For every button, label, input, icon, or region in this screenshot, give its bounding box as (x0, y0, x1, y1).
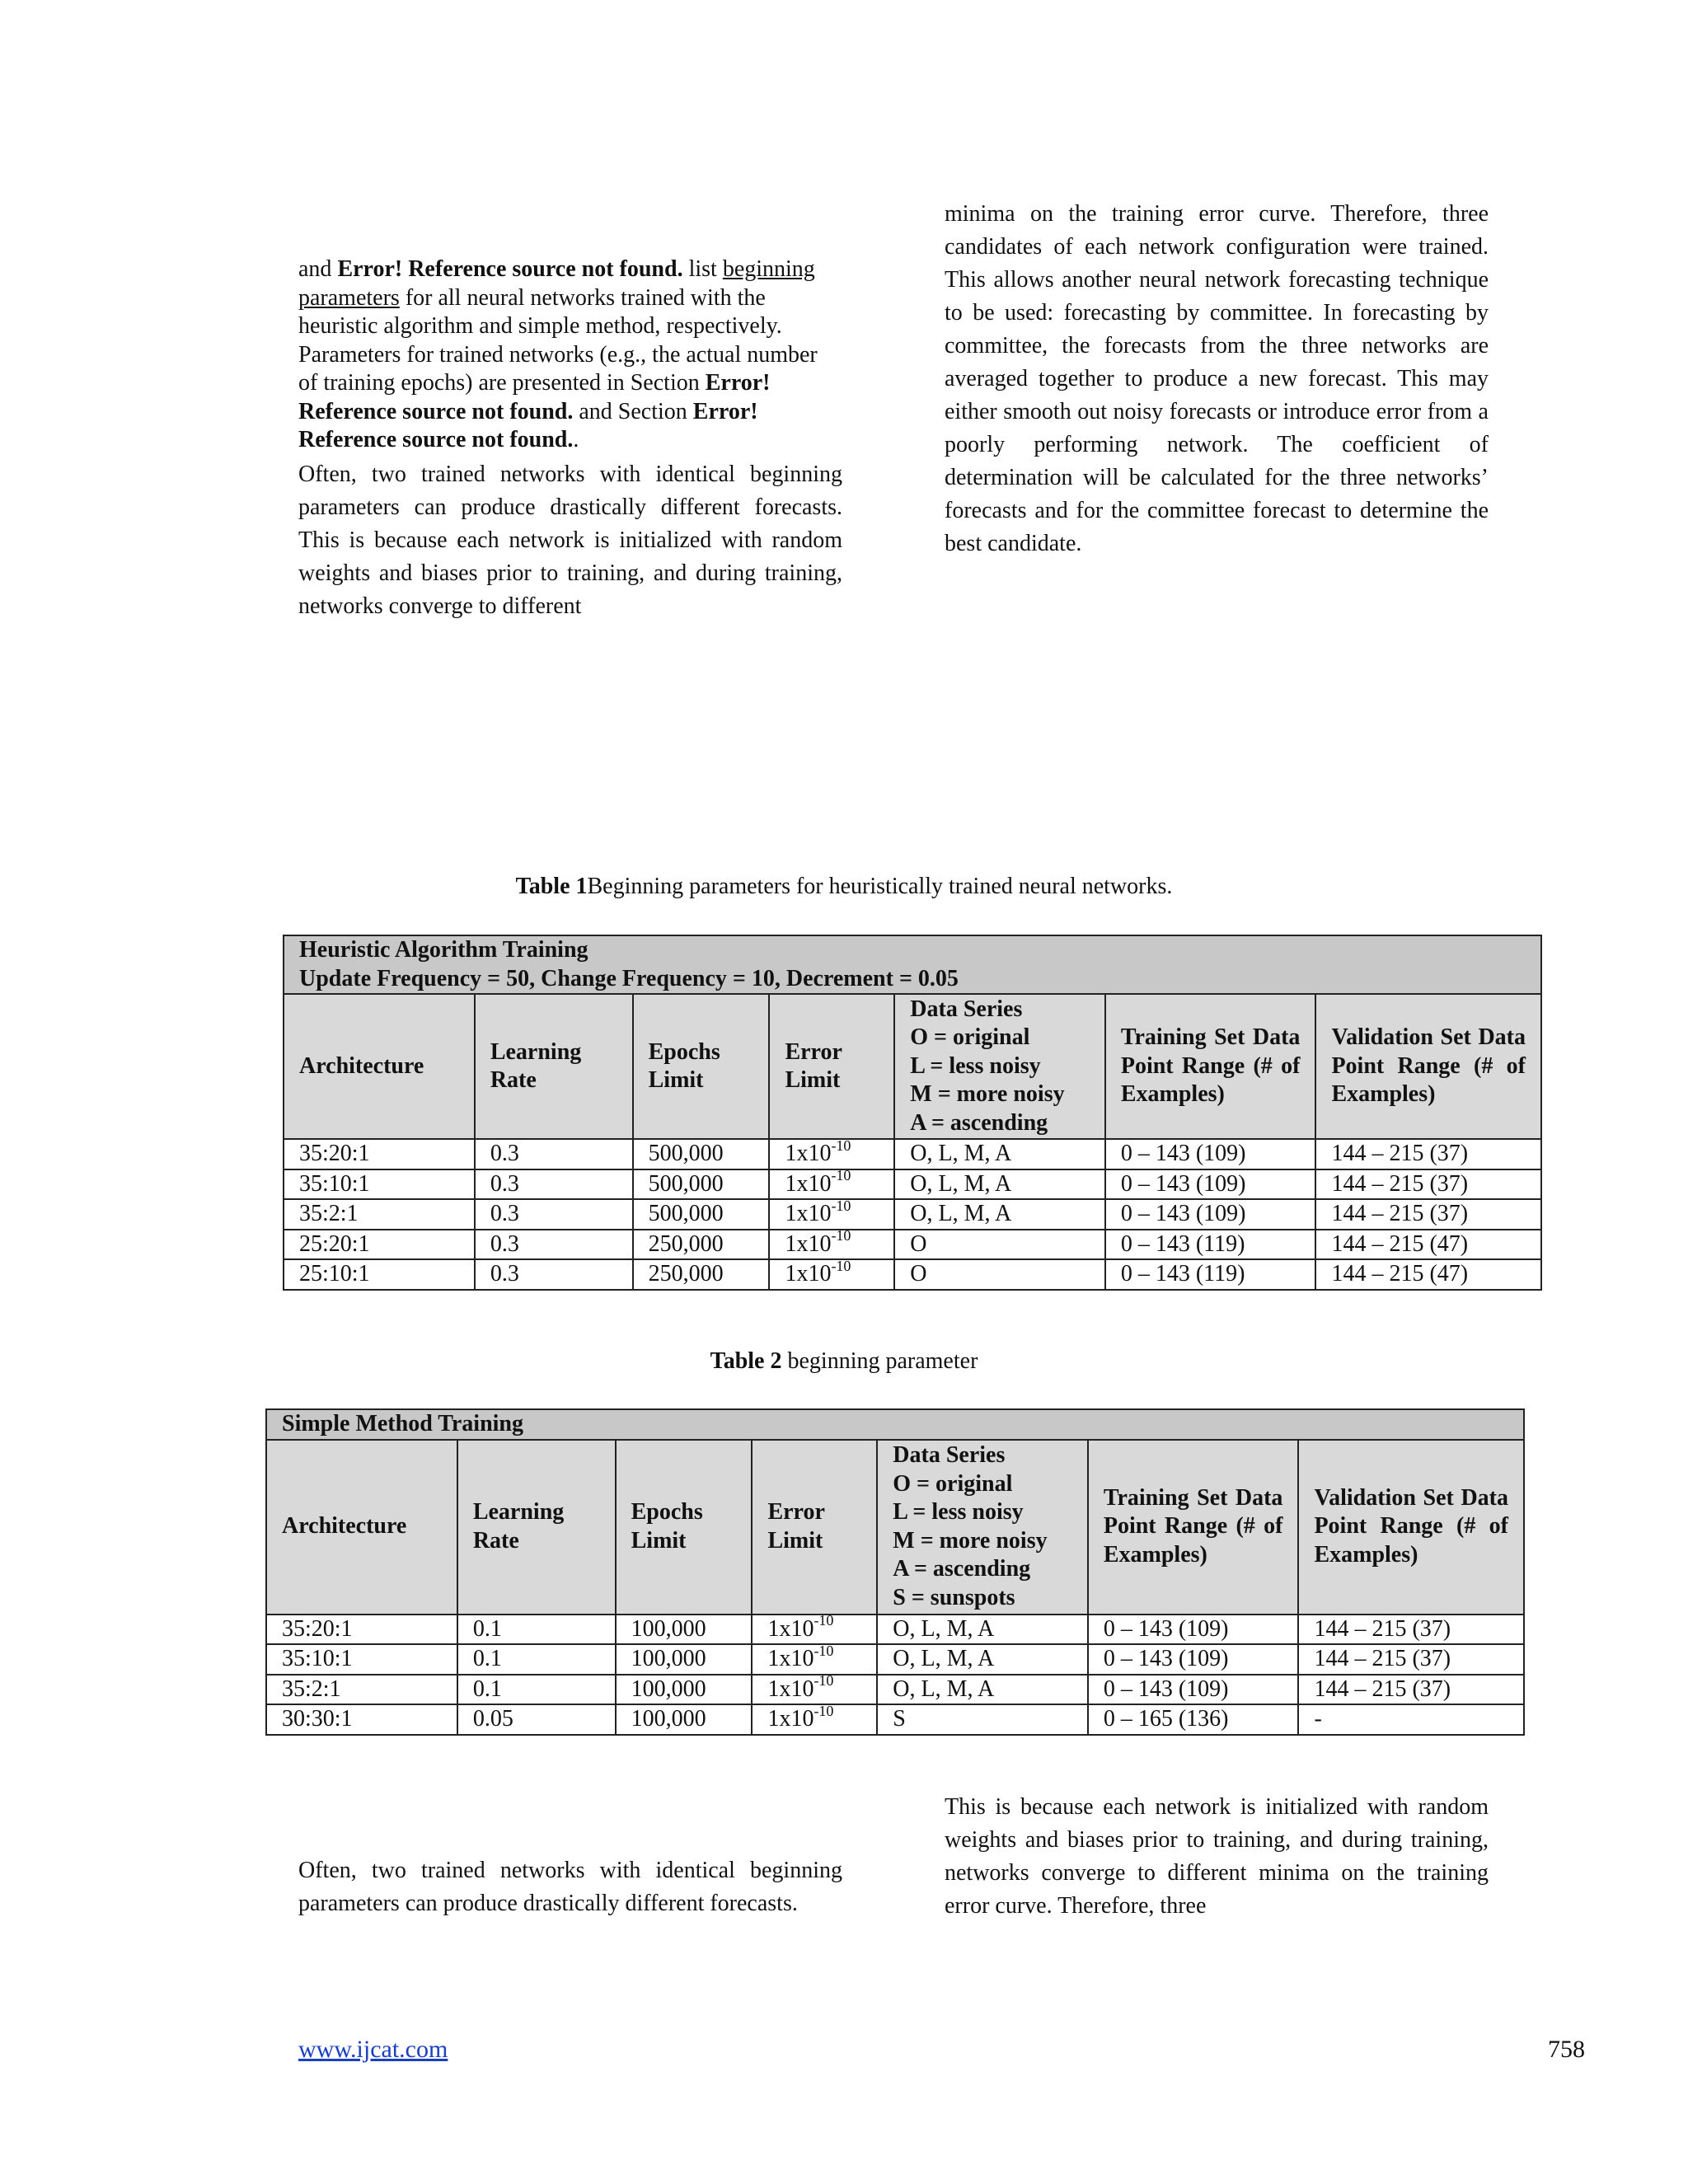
left-column-bottom (298, 1854, 842, 1920)
error-limit-base: 1x10 (767, 1646, 814, 1671)
table2-header-error-limit: Error Limit (752, 1440, 877, 1615)
cell-epochs-limit: 100,000 (616, 1644, 753, 1675)
table2-band-title: Simple Method Training (266, 1409, 1524, 1440)
table2-header-architecture: Architecture (266, 1440, 457, 1615)
table2-ds-line: Data Series (893, 1442, 1006, 1468)
table2-caption-text: beginning parameter (781, 1348, 978, 1374)
page-number: 758 (1548, 2036, 1585, 2063)
cell-training-range: 0 – 143 (109) (1105, 1139, 1316, 1169)
cell-learning-rate: 0.1 (457, 1615, 616, 1645)
cell-error-limit (769, 1169, 894, 1200)
error-limit-exponent: -10 (831, 1227, 851, 1244)
table1-header-data-series (894, 994, 1105, 1139)
table1-ds-line: Data Series (910, 996, 1023, 1022)
intro-text-2: list (682, 256, 723, 282)
table-row (284, 1230, 1541, 1260)
cell-epochs-limit: 500,000 (633, 1199, 770, 1230)
cell-error-limit (752, 1704, 877, 1735)
cell-validation-range: 144 – 215 (37) (1315, 1139, 1541, 1169)
cell-data-series: O, L, M, A (877, 1675, 1088, 1705)
table-row (284, 1199, 1541, 1230)
cell-error-limit (769, 1259, 894, 1290)
reference-error-3: Error! Reference source not found. (298, 398, 758, 452)
cell-epochs-limit: 250,000 (633, 1259, 770, 1290)
table2-band-row (266, 1409, 1524, 1440)
paragraph-bottom-right: This is because each network is initialized with random weights and biases prior to training, and during training, networks converge to different minima on the training error curve. Therefore, three (945, 1794, 1489, 1919)
table2-header-data-series (877, 1440, 1088, 1615)
cell-data-series: O (894, 1259, 1105, 1290)
error-limit-base: 1x10 (767, 1675, 814, 1702)
intro-text-1: and (298, 256, 338, 282)
beginning-parameters-link[interactable]: beginning parameters (298, 256, 815, 311)
cell-data-series: O, L, M, A (877, 1615, 1088, 1645)
cell-error-limit (769, 1199, 894, 1230)
cell-architecture: 25:10:1 (284, 1259, 475, 1290)
table-row (266, 1704, 1524, 1735)
error-limit-exponent: -10 (831, 1197, 851, 1214)
table2-ds-line: A = ascending (893, 1556, 1031, 1582)
cell-learning-rate: 0.1 (457, 1644, 616, 1675)
table1-band-row (284, 935, 1541, 994)
cell-validation-range: 144 – 215 (37) (1298, 1615, 1524, 1645)
right-column-top (945, 198, 1489, 560)
intro-text-5: . (573, 427, 579, 452)
cell-architecture: 35:10:1 (284, 1169, 475, 1200)
error-limit-base: 1x10 (785, 1170, 832, 1197)
table2-caption (0, 1348, 1688, 1375)
table1-body (284, 1139, 1541, 1290)
cell-learning-rate: 0.1 (457, 1675, 616, 1705)
table1-header-learning-rate: Learning Rate (475, 994, 633, 1139)
error-limit-exponent: -10 (814, 1702, 834, 1719)
cell-data-series: O (894, 1230, 1105, 1260)
cell-learning-rate: 0.3 (475, 1259, 633, 1290)
reference-error-1: Error! Reference source not found. (337, 256, 683, 282)
table1-header-epochs-limit: Epochs Limit (633, 994, 770, 1139)
cell-training-range: 0 – 165 (136) (1088, 1704, 1299, 1735)
cell-validation-range: 144 – 215 (37) (1315, 1169, 1541, 1200)
reference-error-2: Error! Reference source not found. (298, 370, 771, 424)
error-limit-base: 1x10 (785, 1201, 832, 1226)
table1-ds-line: O = original (910, 1024, 1030, 1051)
error-limit-exponent: -10 (814, 1672, 834, 1690)
cell-data-series: O, L, M, A (894, 1169, 1105, 1200)
table2-header-learning-rate: Learning Rate (457, 1440, 616, 1615)
table2-ds-line: L = less noisy (893, 1499, 1024, 1525)
error-limit-exponent: -10 (814, 1612, 834, 1629)
left-column-top (298, 255, 842, 623)
error-limit-exponent: -10 (814, 1642, 834, 1659)
cell-learning-rate: 0.3 (475, 1139, 633, 1169)
error-limit-base: 1x10 (785, 1230, 832, 1257)
table-row (284, 1139, 1541, 1169)
table1-band-settings: Update Frequency = 50, Change Frequency = 10, Decrement = 0.05 (299, 965, 959, 991)
cell-training-range: 0 – 143 (109) (1105, 1169, 1316, 1200)
table-row (266, 1644, 1524, 1675)
cell-epochs-limit: 100,000 (616, 1675, 753, 1705)
table1-caption-text: Beginning parameters for heuristically trained neural networks. (587, 874, 1173, 899)
cell-training-range: 0 – 143 (109) (1105, 1199, 1316, 1230)
cell-training-range: 0 – 143 (109) (1088, 1615, 1299, 1645)
paragraph-identical-parameters: Often, two trained networks with identical beginning parameters can produce drastically different forecasts. This is because each network is initialized with random weights and biases prior to training, and during training, networks converge to different (298, 461, 842, 619)
cell-architecture: 35:2:1 (266, 1675, 457, 1705)
cell-error-limit (752, 1672, 877, 1705)
cell-validation-range: 144 – 215 (47) (1315, 1259, 1541, 1290)
table2-ds-line: M = more noisy (893, 1527, 1048, 1554)
table2-caption-label: Table 2 (710, 1348, 782, 1374)
cell-data-series: O, L, M, A (894, 1139, 1105, 1169)
table1-header-architecture: Architecture (284, 994, 475, 1139)
cell-data-series: S (877, 1704, 1088, 1735)
cell-validation-range: 144 – 215 (37) (1298, 1675, 1524, 1705)
cell-validation-range: 144 – 215 (37) (1298, 1644, 1524, 1675)
table2-header-row (266, 1440, 1524, 1615)
table1-band-cell (284, 935, 1541, 994)
cell-epochs-limit: 500,000 (633, 1169, 770, 1200)
table1-ds-line: M = more noisy (910, 1081, 1065, 1108)
cell-architecture: 35:20:1 (266, 1615, 457, 1645)
cell-epochs-limit: 250,000 (633, 1230, 770, 1260)
table1-band-title: Heuristic Algorithm Training (299, 937, 588, 963)
paragraph-bottom-left: Often, two trained networks with identical beginning parameters can produce drastically different forecasts. (298, 1858, 842, 1916)
journal-website-link[interactable]: www.ijcat.com (298, 2036, 448, 2063)
table2-ds-line: S = sunspots (893, 1584, 1015, 1610)
cell-epochs-limit: 100,000 (616, 1615, 753, 1645)
cell-training-range: 0 – 143 (119) (1105, 1230, 1316, 1260)
table1-ds-line: A = ascending (910, 1109, 1048, 1136)
cell-architecture: 30:30:1 (266, 1704, 457, 1735)
table1-header-training-set: Training Set Data Point Range (# of Examples) (1105, 994, 1316, 1139)
cell-epochs-limit: 100,000 (616, 1704, 753, 1735)
cell-training-range: 0 – 143 (109) (1088, 1644, 1299, 1675)
error-limit-base: 1x10 (785, 1261, 832, 1286)
cell-epochs-limit: 500,000 (633, 1139, 770, 1169)
table2-header-validation-set: Validation Set Data Point Range (# of Examples) (1298, 1440, 1524, 1615)
cell-architecture: 35:20:1 (284, 1139, 475, 1169)
paragraph-committee-forecasting: minima on the training error curve. Therefore, three candidates of each network configuration were trained. This allows another neural network forecasting technique to be used: forecasting by committee. In forecasting by committee, the forecasts from the three networks are averaged together to produce a new forecast. This may either smooth out noisy forecasts or introduce error from a poorly performing network. The coefficient of determination will be calculated for the three networks’ forecasts and for the committee forecast to determine the best candidate. (945, 201, 1489, 556)
table1-heuristic-parameters (283, 935, 1542, 1291)
cell-learning-rate: 0.3 (475, 1230, 633, 1260)
error-limit-exponent: -10 (831, 1137, 851, 1154)
cell-architecture: 25:20:1 (284, 1230, 475, 1260)
table-row (266, 1675, 1524, 1705)
table1-ds-line: L = less noisy (910, 1052, 1041, 1079)
cell-error-limit (769, 1227, 894, 1260)
cell-learning-rate: 0.3 (475, 1169, 633, 1200)
cell-data-series: O, L, M, A (877, 1644, 1088, 1675)
cell-data-series: O, L, M, A (894, 1199, 1105, 1230)
table-row (284, 1259, 1541, 1290)
cell-architecture: 35:10:1 (266, 1644, 457, 1675)
error-limit-exponent: -10 (831, 1167, 851, 1184)
table2-ds-line: O = original (893, 1470, 1013, 1497)
intro-paragraph (298, 255, 842, 455)
table2-body (266, 1612, 1524, 1735)
table2-simple-parameters (265, 1408, 1525, 1736)
table1-header-validation-set: Validation Set Data Point Range (# of Examples) (1315, 994, 1541, 1139)
error-limit-base: 1x10 (785, 1141, 832, 1166)
cell-error-limit (752, 1612, 877, 1645)
table1-caption (0, 874, 1688, 900)
error-limit-base: 1x10 (767, 1706, 814, 1732)
cell-training-range: 0 – 143 (109) (1088, 1675, 1299, 1705)
intro-text-4: and Section (573, 398, 693, 424)
cell-training-range: 0 – 143 (119) (1105, 1259, 1316, 1290)
table1-header-row (284, 994, 1541, 1139)
cell-validation-range: - (1298, 1704, 1524, 1735)
error-limit-exponent: -10 (831, 1257, 851, 1274)
cell-validation-range: 144 – 215 (47) (1315, 1230, 1541, 1260)
table2-header-training-set: Training Set Data Point Range (# of Examples) (1088, 1440, 1299, 1615)
table1-header-error-limit: Error Limit (769, 994, 894, 1139)
error-limit-base: 1x10 (767, 1615, 814, 1642)
intro-text-3: for all neural networks trained with the heuristic algorithm and simple method, respectively. Parameters for trained networks (e.g., the actual number of training epochs) are presented in Section (298, 284, 818, 396)
table-row (284, 1169, 1541, 1200)
cell-error-limit (769, 1139, 894, 1169)
cell-architecture: 35:2:1 (284, 1199, 475, 1230)
cell-learning-rate: 0.3 (475, 1199, 633, 1230)
cell-learning-rate: 0.05 (457, 1704, 616, 1735)
right-column-bottom (945, 1791, 1489, 1923)
cell-validation-range: 144 – 215 (37) (1315, 1199, 1541, 1230)
table1-caption-label: Table 1 (515, 874, 588, 899)
table2-header-epochs-limit: Epochs Limit (616, 1440, 753, 1615)
cell-error-limit (752, 1644, 877, 1675)
table-row (266, 1615, 1524, 1645)
